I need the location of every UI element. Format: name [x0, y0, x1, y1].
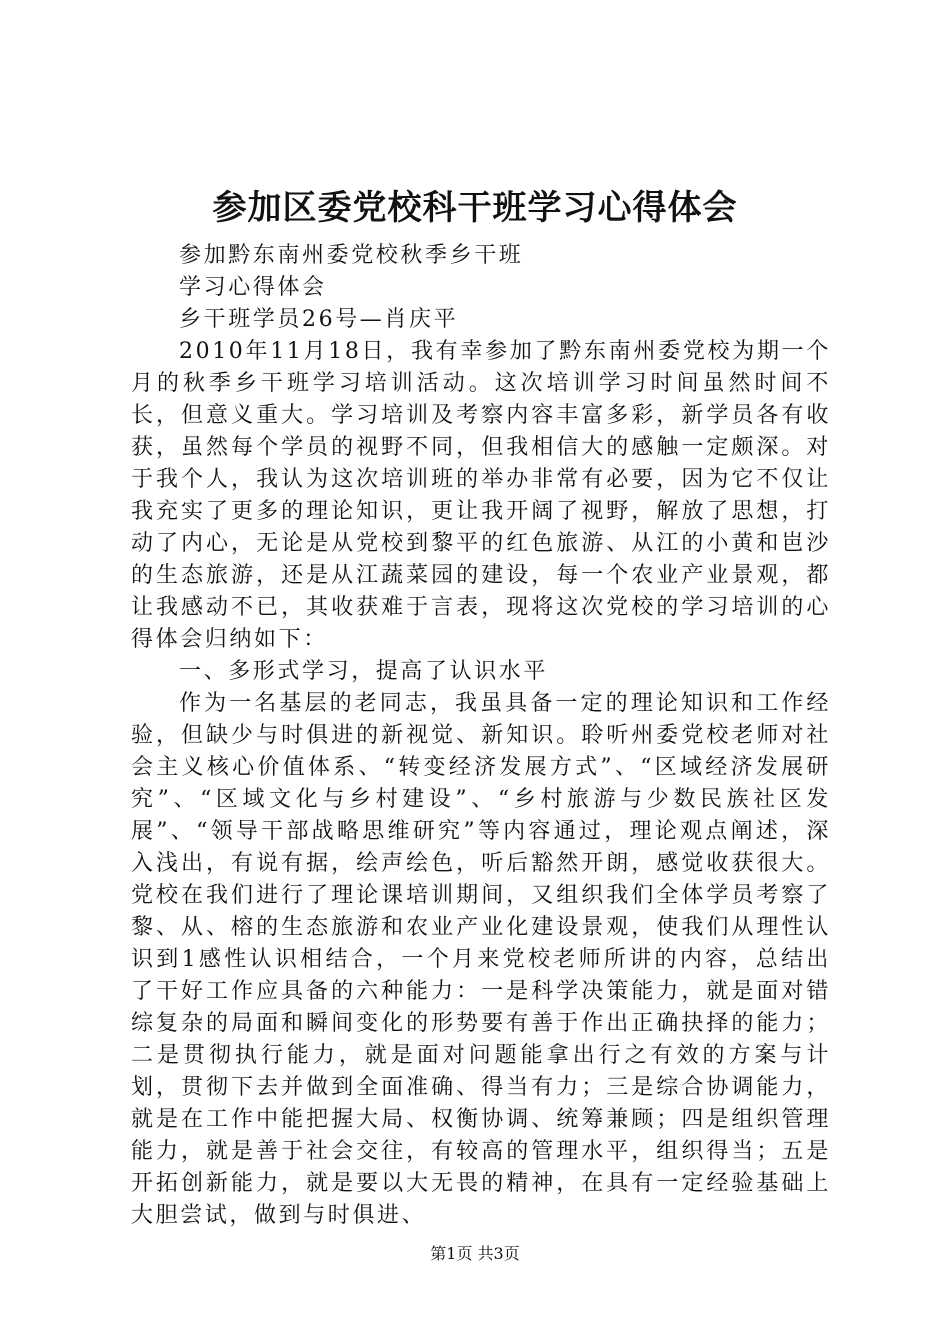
- paragraph-section-body: 作为一名基层的老同志，我虽具备一定的理论知识和工作经验，但缺少与时俱进的新视觉、新知识。聆听州委党校老师对社会主义核心价值体系、“转变经济发展方式”、“区域经济发展研究”、“区域文化与乡村建设”、“乡村旅游与少数民族社区发展”、“领导干部战略思维研究”等内容通过，理论观点阐述，深入浅出，有说有据，绘声绘色，听后豁然开朗，感觉收获很大。党校在我们进行了理论课培训期间，又组织我们全体学员考察了黎、从、榕的生态旅游和农业产业化建设景观，使我们从理性认识到1感性认识相结合，一个月来党校老师所讲的内容，总结出了干好工作应具备的六种能力：一是科学决策能力，就是面对错综复杂的局面和瞬间变化的形势要有善于作出正确抉择的能力；二是贯彻执行能力，就是面对问题能拿出行之有效的方案与计划，贯彻下去并做到全面准确、得当有力；三是综合协调能力，就是在工作中能把握大局、权衡协调、统筹兼顾；四是组织管理能力，就是善于社会交往，有较高的管理水平，组织得当；五是开拓创新能力，就是要以大无畏的精神，在具有一定经验基础上大胆尝试，做到与时俱进、: [131, 691, 831, 1228]
- page-number: 第1页 共3页: [430, 1244, 520, 1263]
- paragraph-author: 乡干班学员26号—肖庆平: [179, 307, 459, 332]
- paragraph-section-heading: 一、多形式学习，提高了认识水平: [179, 659, 549, 684]
- paragraph-intro: 2010年11月18日，我有幸参加了黔东南州委党校为期一个月的秋季乡干班学习培训活动。这次培训学习时间虽然时间不长，但意义重大。学习培训及考察内容丰富多彩，新学员各有收获，虽然每个学员的视野不同，但我相信大的感触一定颇深。对于我个人，我认为这次培训班的举办非常有必要，因为它不仅让我充实了更多的理论知识，更让我开阔了视野，解放了思想，打动了内心，无论是从党校到黎平的红色旅游、从江的小黄和岜沙的生态旅游，还是从江蔬菜园的建设，每一个农业产业景观，都让我感动不已，其收获难于言表，现将这次党校的学习培训的心得体会归纳如下：: [131, 339, 831, 652]
- document-title: 参加区委党校科干班学习心得体会: [212, 188, 738, 228]
- paragraph-heading-line-2: 学习心得体会: [179, 275, 327, 300]
- document-body: [131, 240, 831, 1232]
- paragraph-heading-line-1: 参加黔东南州委党校秋季乡干班: [179, 243, 524, 268]
